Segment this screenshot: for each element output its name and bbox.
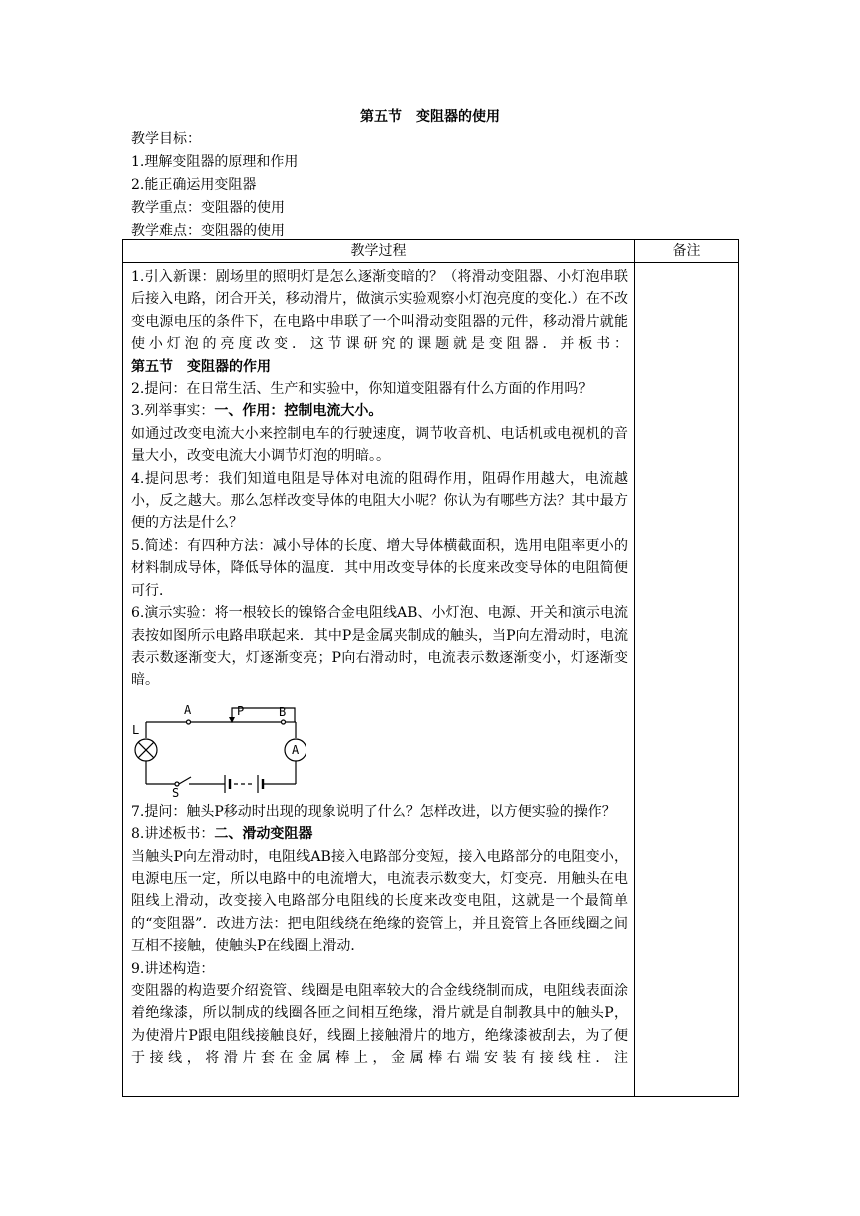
- paragraph-demo: 6.演示实验：将一根较长的镍铬合金电阻线AB、小灯泡、电源、开关和演示电流表按如图所示电路串联起来．其中P是金属夹制成的触头，当P向左滑动时，电流表示数逐渐变大，灯逐渐变亮；P向右滑动时，电流表示数逐渐变小，灯逐渐变暗。: [131, 605, 628, 689]
- process-cell: [123, 263, 635, 1097]
- process-content: [123, 263, 635, 1070]
- goal-item: 2.能正确运用变阻器: [131, 177, 257, 193]
- circuit-diagram: [131, 698, 306, 798]
- label-b: B: [279, 704, 287, 719]
- lesson-intro: [131, 128, 298, 243]
- facts-heading: 一、作用：控制电流大小。: [214, 403, 383, 420]
- board-heading: 第五节 变阻器的作用: [131, 358, 271, 375]
- paragraph-structure-title: 9.讲述构造：: [131, 960, 215, 977]
- key-point: 教学重点：变阻器的使用: [131, 200, 285, 216]
- paragraph-question-2: 7.提问：触头P移动时出现的现象说明了什么？怎样改进，以方便实验的操作？: [131, 803, 616, 820]
- header-process: 教学过程: [123, 240, 635, 263]
- paragraph-explanation: 当触头P向左滑动时，电阻线AB接入电路部分变短，接入电路部分的电阻变小，电源电压一定，所以电路中的电流增大，电流表示数变大，灯变亮．用触头在电阻线上滑动，改变接入电路部分电阻线的长度来改变电阻，这就是一个最简单的“变阻器”．改进方法：把电阻线绕在绝缘的瓷管上，并且瓷管上各匝线圈之间互相不接触，使触头P在线圈上滑动．: [131, 848, 628, 955]
- goal-item: 1.理解变阻器的原理和作用: [131, 154, 299, 170]
- facts-prefix: 3.列举事实：: [131, 403, 215, 420]
- board-heading-2: 二、滑动变阻器: [214, 826, 313, 843]
- page-title: 第五节 变阻器的使用: [360, 109, 500, 125]
- paragraph-facts: [131, 400, 628, 422]
- difficulty-point: 教学难点：变阻器的使用: [131, 223, 285, 239]
- lesson-table: [122, 239, 739, 1097]
- label-l: L: [132, 722, 140, 737]
- label-ammeter: A: [292, 742, 300, 757]
- notes-cell: [635, 263, 739, 1097]
- paragraph-examples: 如通过改变电流大小来控制电车的行驶速度，调节收音机、电话机或电视机的音量大小，改变电流大小调节灯泡的明暗。。: [131, 425, 628, 465]
- paragraph-question: 2.提问：在日常生活、生产和实验中，你知道变阻器有什么方面的作用吗？: [131, 381, 593, 398]
- label-a: A: [184, 702, 192, 717]
- paragraph-board: [131, 823, 628, 845]
- paragraph-thinking: 4.提问思考：我们知道电阻是导体对电流的阻碍作用，阻碍作用越大，电流越小，反之越大。那么怎样改变导体的电阻大小呢？你认为有哪些方法？其中最方便的方法是什么？: [131, 470, 628, 532]
- paragraph-structure: 变阻器的构造要介绍瓷管、线圈是电阻率较大的合金线绕制而成，电阻线表面涂着绝缘漆，所以制成的线圈各匝之间相互绝缘，滑片就是自制教具中的触头P，为使滑片P跟电阻线接触良好，线圈上接触滑片的地方，绝缘漆被刮去，为了便于接线，将滑片套在金属棒上，金属棒右端安装有接线柱．注: [131, 982, 628, 1067]
- board-prefix: 8.讲述板书：: [131, 826, 215, 843]
- paragraph-summary: 5.简述：有四种方法：减小导体的长度、增大导体横截面积，选用电阻率更小的材料制成导体，降低导体的温度．其中用改变导体的长度来改变导体的电阻简便可行．: [131, 537, 628, 599]
- goals-label: 教学目标：: [131, 131, 201, 147]
- label-p: P: [237, 703, 245, 718]
- label-s: S: [172, 785, 180, 798]
- paragraph-intro: 1.引入新课：剧场里的照明灯是怎么逐渐变暗的？（将滑动变阻器、小灯泡串联后接入电路，闭合开关，移动滑片，做演示实验观察小灯泡亮度的变化.）在不改变电源电压的条件下，在电路中串联了一个叫滑动变阻器的元件，移动滑片就能使小灯泡的亮度改变．这节课研究的课题就是变阻器．并板书：: [131, 269, 628, 353]
- header-notes: 备注: [635, 240, 739, 263]
